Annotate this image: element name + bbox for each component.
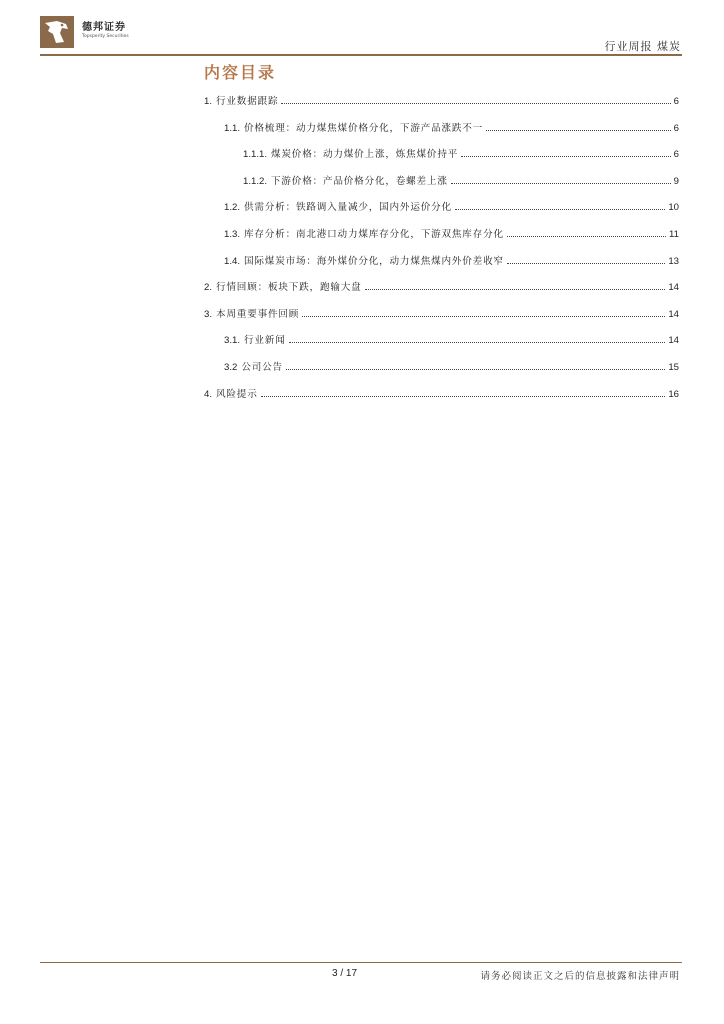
toc-entry-page: 16 bbox=[668, 389, 679, 400]
toc-entry-number: 1.1.1. bbox=[243, 149, 268, 160]
toc-entry-text: 价格梳理：动力煤焦煤价格分化，下游产品涨跌不一 bbox=[244, 123, 484, 134]
toc-entry-text: 行业新闻 bbox=[244, 335, 286, 346]
toc-entry-number: 1. bbox=[204, 96, 213, 107]
toc-entry-page: 6 bbox=[673, 96, 679, 107]
toc-leader bbox=[451, 183, 671, 184]
toc-entry[interactable] bbox=[224, 120, 679, 134]
toc-entry[interactable] bbox=[224, 226, 679, 240]
toc-entry-number: 1.1.2. bbox=[243, 176, 268, 187]
toc-entry[interactable] bbox=[204, 93, 679, 107]
report-type: 行业周报 煤炭 bbox=[604, 40, 681, 53]
toc-entry-text: 库存分析：南北港口动力煤库存分化，下游双焦库存分化 bbox=[244, 229, 504, 240]
toc-leader bbox=[507, 263, 665, 264]
toc-entry[interactable] bbox=[224, 253, 679, 267]
toc-entry-text: 风险提示 bbox=[216, 389, 258, 400]
company-logo bbox=[40, 16, 160, 50]
footer-disclaimer: 请务必阅读正文之后的信息披露和法律声明 bbox=[480, 971, 680, 982]
toc-entry-number: 3.1. bbox=[224, 335, 241, 346]
page-indicator: 3 / 17 bbox=[332, 968, 358, 979]
toc-entry[interactable] bbox=[243, 146, 679, 160]
toc-entry[interactable] bbox=[204, 386, 679, 400]
header-divider bbox=[40, 54, 682, 56]
toc-entry-page: 14 bbox=[668, 282, 679, 293]
toc-entry-text: 国际煤炭市场：海外煤价分化，动力煤焦煤内外价差收窄 bbox=[244, 256, 504, 267]
toc-entry-text: 行情回顾：板块下跌，跑输大盘 bbox=[216, 282, 362, 293]
toc-entry-number: 1.1. bbox=[224, 123, 241, 134]
toc-leader bbox=[455, 209, 665, 210]
toc-leader bbox=[281, 103, 670, 104]
toc-leader bbox=[289, 342, 666, 343]
toc-entry-text: 公司公告 bbox=[241, 362, 283, 373]
toc-entry[interactable] bbox=[243, 173, 679, 187]
toc-entry-number: 4. bbox=[204, 389, 213, 400]
toc-leader bbox=[507, 236, 666, 237]
logo-cn-text: 德邦证券 bbox=[82, 22, 126, 33]
toc-leader bbox=[365, 289, 666, 290]
toc-entry-text: 本周重要事件回顾 bbox=[216, 309, 300, 320]
toc-leader bbox=[486, 130, 671, 131]
toc-entry-page: 15 bbox=[668, 362, 679, 373]
toc-title: 内容目录 bbox=[204, 63, 277, 82]
toc-entry-page: 14 bbox=[668, 335, 679, 346]
toc-entry-text: 行业数据跟踪 bbox=[216, 96, 279, 107]
toc-entry[interactable] bbox=[224, 359, 679, 373]
toc-entry-page: 13 bbox=[668, 256, 679, 267]
toc-leader bbox=[286, 369, 665, 370]
logo-en-text: Topsperity Securities bbox=[82, 34, 129, 39]
toc-entry-number: 1.4. bbox=[224, 256, 241, 267]
toc-entry[interactable] bbox=[204, 306, 679, 320]
toc-entry-page: 14 bbox=[668, 309, 679, 320]
toc-leader bbox=[302, 316, 665, 317]
toc-entry-page: 10 bbox=[668, 202, 679, 213]
toc-entry-text: 煤炭价格：动力煤价上涨，炼焦煤价持平 bbox=[271, 149, 459, 160]
toc-entry-page: 6 bbox=[673, 123, 679, 134]
toc-entry-page: 11 bbox=[669, 229, 679, 240]
toc-entry[interactable] bbox=[224, 332, 679, 346]
toc-entry-page: 6 bbox=[673, 149, 679, 160]
toc-entry-text: 供需分析：铁路调入量减少，国内外运价分化 bbox=[244, 202, 452, 213]
logo-mark-icon bbox=[40, 16, 74, 48]
toc-entry[interactable] bbox=[224, 199, 679, 213]
toc-leader bbox=[461, 156, 671, 157]
toc-entry-number: 1.3. bbox=[224, 229, 241, 240]
toc-entry-page: 9 bbox=[673, 176, 679, 187]
toc-leader bbox=[261, 396, 666, 397]
toc-entry-number: 2. bbox=[204, 282, 213, 293]
toc-entry-number: 1.2. bbox=[224, 202, 241, 213]
toc-entry-text: 下游价格：产品价格分化，卷螺差上涨 bbox=[271, 176, 448, 187]
toc-entry-number: 3. bbox=[204, 309, 213, 320]
footer-divider bbox=[40, 962, 682, 963]
toc-entry[interactable] bbox=[204, 279, 679, 293]
toc-entry-number: 3.2 bbox=[224, 362, 238, 373]
